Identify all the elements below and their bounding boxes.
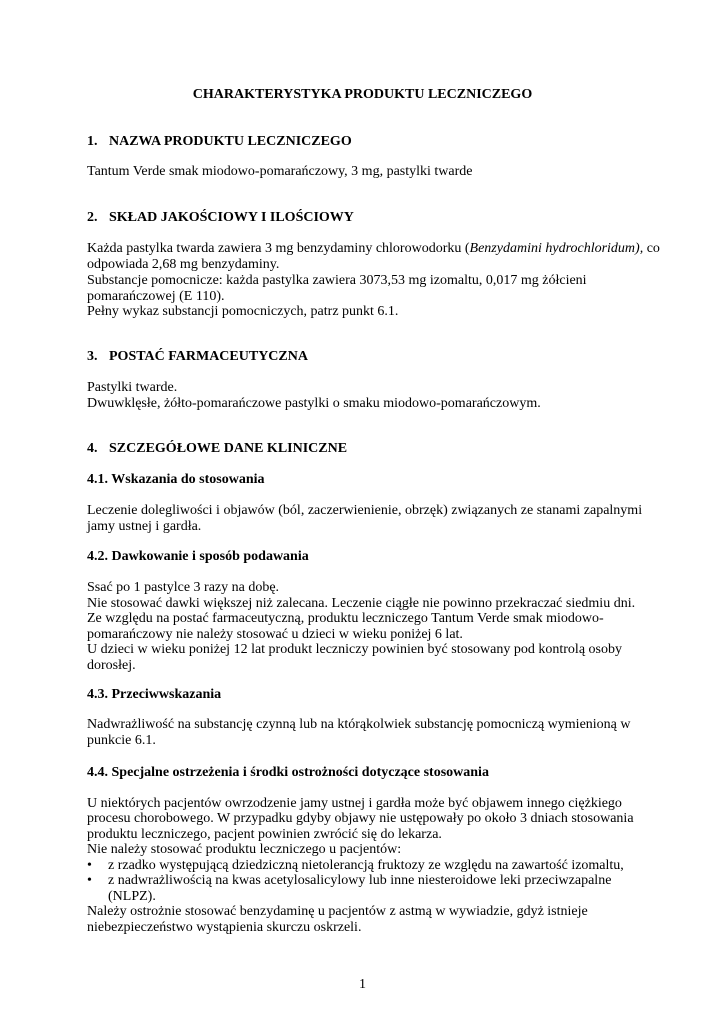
bullet-item-2: z nadwrażliwością na kwas acetylosalicylowy lub inne niesteroidowe leki przeciwzapalne [108,873,612,888]
section-2-number: 2. [87,210,98,225]
subsection-4-1-heading: 4.1. Wskazania do stosowania [87,472,265,487]
dosage-line-4: pomarańczowy nie należy stosować u dzieci w wieku poniżej 6 lat. [87,627,463,642]
warnings-line-2: procesu chorobowego. W przypadku gdyby objawy nie ustępowały po około 3 dniach stosowania [87,811,634,826]
subsection-4-2-heading: 4.2. Dawkowanie i sposób podawania [87,549,309,564]
composition-line-2: odpowiada 2,68 mg benzydaminy. [87,257,280,272]
dosage-line-1: Ssać po 1 pastylce 3 razy na dobę. [87,580,280,595]
contraindications-line-2: punkcie 6.1. [87,733,156,748]
section-4-title: SZCZEGÓŁOWE DANE KLINICZNE [109,441,348,456]
subsection-4-4-heading: 4.4. Specjalne ostrzeżenia i środki ostrożności dotyczące stosowania [87,765,489,780]
section-3-heading [87,348,308,365]
latin-name: Benzydamini hydrochloridum), [469,241,644,256]
warnings-line-4: Nie należy stosować produktu leczniczego u pacjentów: [87,842,402,857]
excipients-reference: Pełny wykaz substancji pomocniczych, patrz punkt 6.1. [87,304,399,319]
section-4-heading [87,440,347,457]
subsection-4-3-heading: 4.3. Przeciwwskazania [87,687,222,702]
dosage-line-2: Nie stosować dawki większej niż zalecana. Leczenie ciągłe nie powinno przekraczać siedmiu dni. [87,596,636,611]
section-4-number: 4. [87,441,98,456]
warnings-line-3: produktu leczniczego, pacjent powinien zwrócić się do lekarza. [87,827,442,842]
excipients-line-1: Substancje pomocnicze: każda pastylka zawiera 3073,53 mg izomaltu, 0,017 mg żółcieni [87,273,587,288]
warnings-line-5: Należy ostrożnie stosować benzydaminę u pacjentów z astmą w wywiadzie, gdyż istnieje [87,904,588,919]
section-1-heading [87,133,352,150]
excipients-line-2: pomarańczowej (E 110). [87,289,225,304]
composition-text: Każda pastylka twarda zawiera 3 mg benzydaminy chlorowodorku ( [87,241,470,256]
indications-line-1: Leczenie dolegliwości i objawów (ból, zaczerwienienie, obrzęk) związanych ze stanami zapalnymi [87,503,643,518]
form-line-1: Pastylki twarde. [87,380,178,395]
dosage-line-3: Ze względu na postać farmaceutyczną, produktu leczniczego Tantum Verde smak miodowo- [87,611,604,626]
dosage-line-6: dorosłej. [87,658,136,673]
form-line-2: Dwuwklęsłe, żółto-pomarańczowe pastylki o smaku miodowo-pomarańczowym. [87,396,541,411]
product-name-text: Tantum Verde smak miodowo-pomarańczowy, 3 mg, pastylki twarde [87,164,473,179]
indications-line-2: jamy ustnej i gardła. [87,519,202,534]
bullet-icon: • [87,858,92,873]
section-2-heading [87,209,354,226]
dosage-line-5: U dzieci w wieku poniżej 12 lat produkt leczniczy powinien być stosowany pod kontrolą osoby [87,642,622,657]
page-number: 1 [359,977,366,992]
section-3-number: 3. [87,349,98,364]
composition-text-end: co [643,241,660,256]
bullet-item-2-continuation: (NLPZ). [108,889,156,904]
warnings-line-6: niebezpieczeństwo wystąpienia skurczu oskrzeli. [87,920,362,935]
section-1-title: NAZWA PRODUKTU LECZNICZEGO [109,134,352,149]
warnings-line-1: U niektórych pacjentów owrzodzenie jamy ustnej i gardła może być objawem innego ciężkiego [87,796,622,811]
document-title: CHARAKTERYSTYKA PRODUKTU LECZNICZEGO [192,87,533,102]
section-2-title: SKŁAD JAKOŚCIOWY I ILOŚCIOWY [109,210,354,225]
composition-line-1 [87,240,660,257]
bullet-icon: • [87,873,92,888]
section-3-title: POSTAĆ FARMACEUTYCZNA [109,349,308,364]
bullet-item-1: z rzadko występującą dziedziczną nietolerancją fruktozy ze względu na zawartość izomaltu, [108,858,624,873]
contraindications-line-1: Nadwrażliwość na substancję czynną lub na którąkolwiek substancję pomocniczą wymienioną w [87,717,631,732]
section-1-number: 1. [87,134,98,149]
